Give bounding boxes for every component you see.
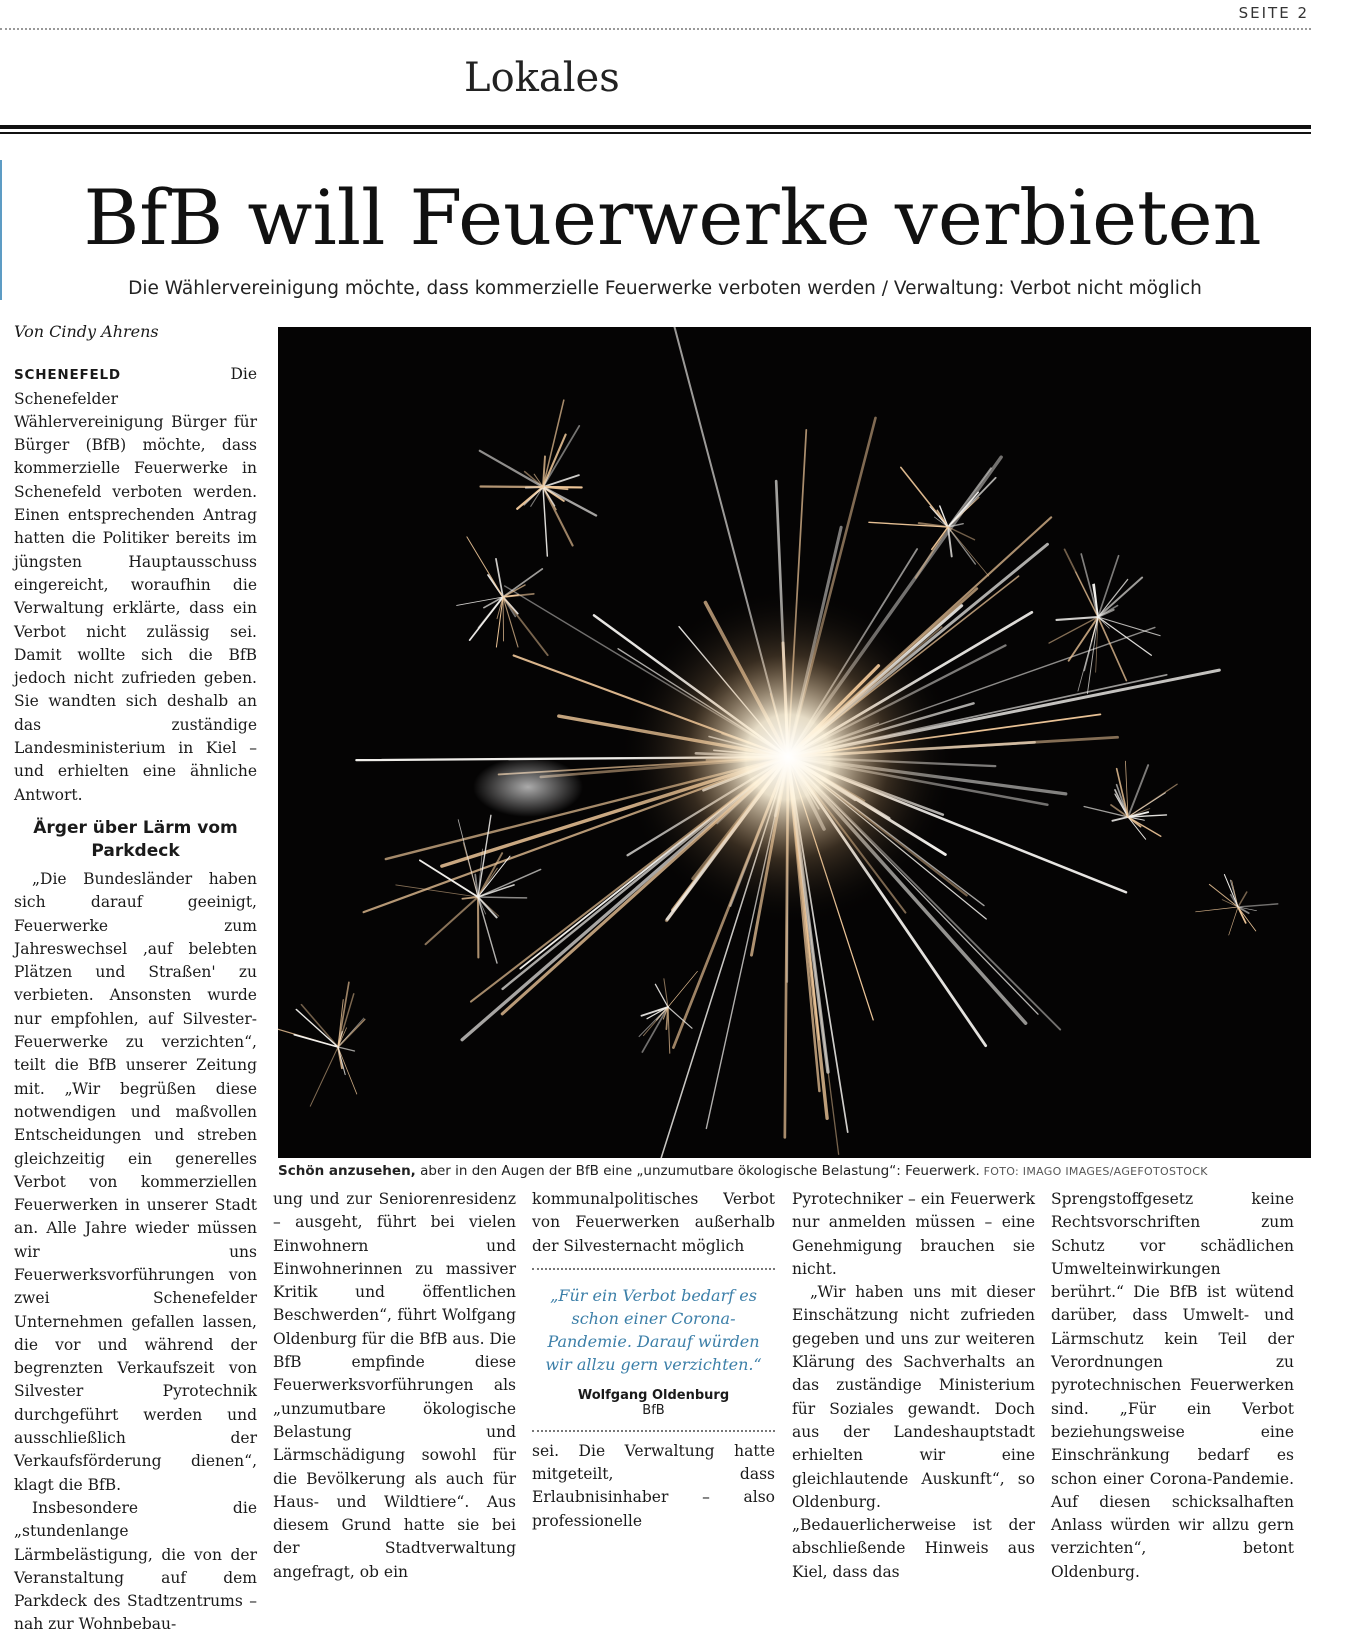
spark-ray	[1196, 907, 1238, 912]
sparkler-image	[278, 327, 1311, 1158]
spark-ray	[310, 1047, 338, 1106]
fireworks-photo	[278, 327, 1311, 1158]
spark-ray	[543, 426, 579, 487]
spark-ray	[1238, 907, 1256, 931]
paragraph: kommunalpolitisches Verbot von Feuerwerken außerhalb der Silvesternacht möglich	[532, 1188, 775, 1258]
caption-text: aber in den Augen der BfB eine „unzumutbare ökologische Belastung“: Feuerwerk.	[416, 1163, 980, 1179]
header-rule-thick	[0, 125, 1311, 129]
pull-quote-text: „Für ein Verbot bedarf es schon einer Corona-Pandemie. Darauf würden wir allzu gern verzichten.“	[540, 1284, 767, 1376]
spark-ray	[1081, 554, 1098, 617]
spark-ray	[1112, 817, 1128, 821]
spark-ray	[948, 527, 975, 564]
pull-quote-author: Wolfgang Oldenburg	[540, 1388, 767, 1403]
spark-ray	[481, 486, 543, 487]
spark-ray	[948, 468, 991, 527]
paragraph: sei. Die Verwaltung hatte mitgeteilt, dass Erlaubnisinhaber – also professionelle	[532, 1440, 775, 1533]
spark-core-glow	[618, 587, 958, 927]
paragraph: „Wir haben uns mit dieser Einschätzung nicht zufrieden gegeben und uns zur weiteren Klärung des Sachverhalts an das zuständige Ministerium für Soziales gewandt. Doch aus der Landeshauptstadt erhielten wir eine gleichlautende Auskunft“, so Oldenburg. „Bedauerlicherweise ist der abschließende Hinweis aus Kiel, dass das	[792, 1281, 1035, 1584]
spark-ray	[1056, 617, 1098, 620]
spark-ray	[543, 487, 547, 556]
spark-ray	[503, 597, 504, 641]
spark-ray	[1069, 617, 1098, 661]
spark-ray	[916, 527, 948, 578]
spark-ray	[503, 569, 542, 597]
spark-ray	[668, 971, 697, 1007]
pull-quote	[532, 1268, 775, 1432]
caption-lead: Schön anzusehen,	[278, 1163, 416, 1179]
article-column-5	[1051, 1188, 1294, 1584]
article-column-1	[14, 320, 257, 1637]
spark-blur-spot	[473, 757, 583, 817]
dateline: SCHENEFELD	[14, 367, 121, 383]
article-headline: BfB will Feuerwerke verbieten	[0, 168, 1345, 268]
spark-ray	[338, 1047, 357, 1094]
paragraph: Insbesondere die „stundenlange Lärmbelästigung, die von der Veranstaltung auf dem Parkdeck des Stadtzentrums – nah zur Wohnbebau-	[14, 1497, 257, 1637]
spark-ray	[1238, 904, 1278, 907]
spark-ray	[930, 507, 948, 527]
intro-text: Die Schenefelder Wählervereinigung Bürger für Bürger (BfB) möchte, dass kommerzielle Feuerwerke in Schenefeld verboten werden. Einen entsprechenden Antrag hatten die Politiker bereits im jüngsten Hauptausschuss eingereicht, woraufhin die Verwaltung erklärte, dass ein Verbot nicht zulässig sei. Damit wollte sich die BfB jedoch nicht zufrieden geben. Sie wandten sich deshalb an das zuständige Landesministerium in Kiel – und erhielten eine ähnliche Antwort.	[14, 365, 257, 803]
spark-ray	[503, 597, 548, 655]
article-byline: Von Cindy Ahrens	[14, 320, 257, 343]
spark-ray	[301, 1005, 338, 1047]
paragraph: ung und zur Seniorenresidenz – ausgeht, führt bei vielen Einwohnern und Einwohnerinnen zu massiver Kritik und öffentlichen Beschwerden“, führt Wolfgang Oldenburg für die BfB aus. Die BfB empfinde diese Feuerwerksvorführungen als „unzumutbare ökologische Belastung und Lärmschädigung sowohl für die Bevölkerung als auch für Haus- und Wildtiere“. Aus diesem Grund hatte sie bei der Stadtverwaltung angefragt, ob ein	[273, 1188, 516, 1584]
spark-ray	[1128, 765, 1148, 817]
spark-ray	[338, 1047, 354, 1051]
pull-quote-organization: BfB	[540, 1403, 767, 1418]
spark-ray	[1098, 579, 1128, 617]
spark-ray	[901, 467, 948, 527]
article-subheadline: Die Wählervereinigung möchte, dass kommerzielle Feuerwerke verboten werden / Verwaltung: Verbot nicht möglich	[0, 278, 1330, 299]
intro-paragraph	[14, 363, 257, 807]
article-column-3	[532, 1188, 775, 1533]
paragraph: „Die Bundesländer haben sich darauf geeinigt, Feuerwerke zum Jahreswechsel ‚auf belebten Plätzen und Straßen' zu verbieten. Ansonsten wurde nur empfohlen, auf Silvester-Feuerwerke zu verzichten“, teilt die BfB unserer Zeitung mit. „Wir begrüßen diese notwendigen und maßvollen Entscheidungen und streben gleichzeitig ein generelles Verbot von kommerziellen Feuerwerken in unserer Stadt an. Alle Jahre wieder müssen wir uns Feuerwerksvorführungen von zwei Schenefelder Unternehmen gefallen lassen, die vor und während der begrenzten Verkaufszeit von Silvester Pyrotechnik durchgeführt werden und ausschließlich der Verkaufsförderung dienen“, klagt die BfB.	[14, 868, 257, 1497]
page-number-label: SEITE 2	[1239, 4, 1309, 22]
section-title: Lokales	[464, 55, 620, 101]
spark-ray	[478, 897, 527, 898]
article-subhead: Ärger über Lärm vom Parkdeck	[14, 817, 257, 863]
paragraph: Pyrotechniker – ein Feuerwerk nur anmelden müssen – eine Genehmigung brauchen sie nicht.	[792, 1188, 1035, 1281]
article-column-4	[792, 1188, 1035, 1584]
spark-ray	[426, 897, 478, 944]
spark-ray	[948, 527, 989, 576]
spark-ray	[668, 1007, 670, 1053]
spark-ray	[1229, 907, 1238, 935]
spark-ray	[480, 451, 543, 487]
top-dotted-divider	[0, 28, 1311, 30]
photo-caption	[278, 1163, 1311, 1179]
paragraph: Sprengstoffgesetz keine Rechtsvorschriften zum Schutz vor schädlichen Umwelteinwirkungen berührt.“ Die BfB ist wütend darüber, dass Umwelt- und Lärmschutz kein Teil der Verordnungen zu pyrotechnischen Feuerwerken sind. „Für ein Verbot beziehungsweise eine Einschränkung bedarf es schon einer Corona-Pandemie. Auf diesen schicksalhaften Anlass würden wir allzu gern verzichten“, betont Oldenburg.	[1051, 1188, 1294, 1584]
spark-ray	[1238, 892, 1247, 907]
article-column-2	[273, 1188, 516, 1584]
photo-credit: FOTO: IMAGO IMAGES/AGEFOTOSTOCK	[980, 1165, 1208, 1178]
header-rule-thin	[0, 132, 1311, 134]
spark-ray	[338, 1047, 345, 1075]
